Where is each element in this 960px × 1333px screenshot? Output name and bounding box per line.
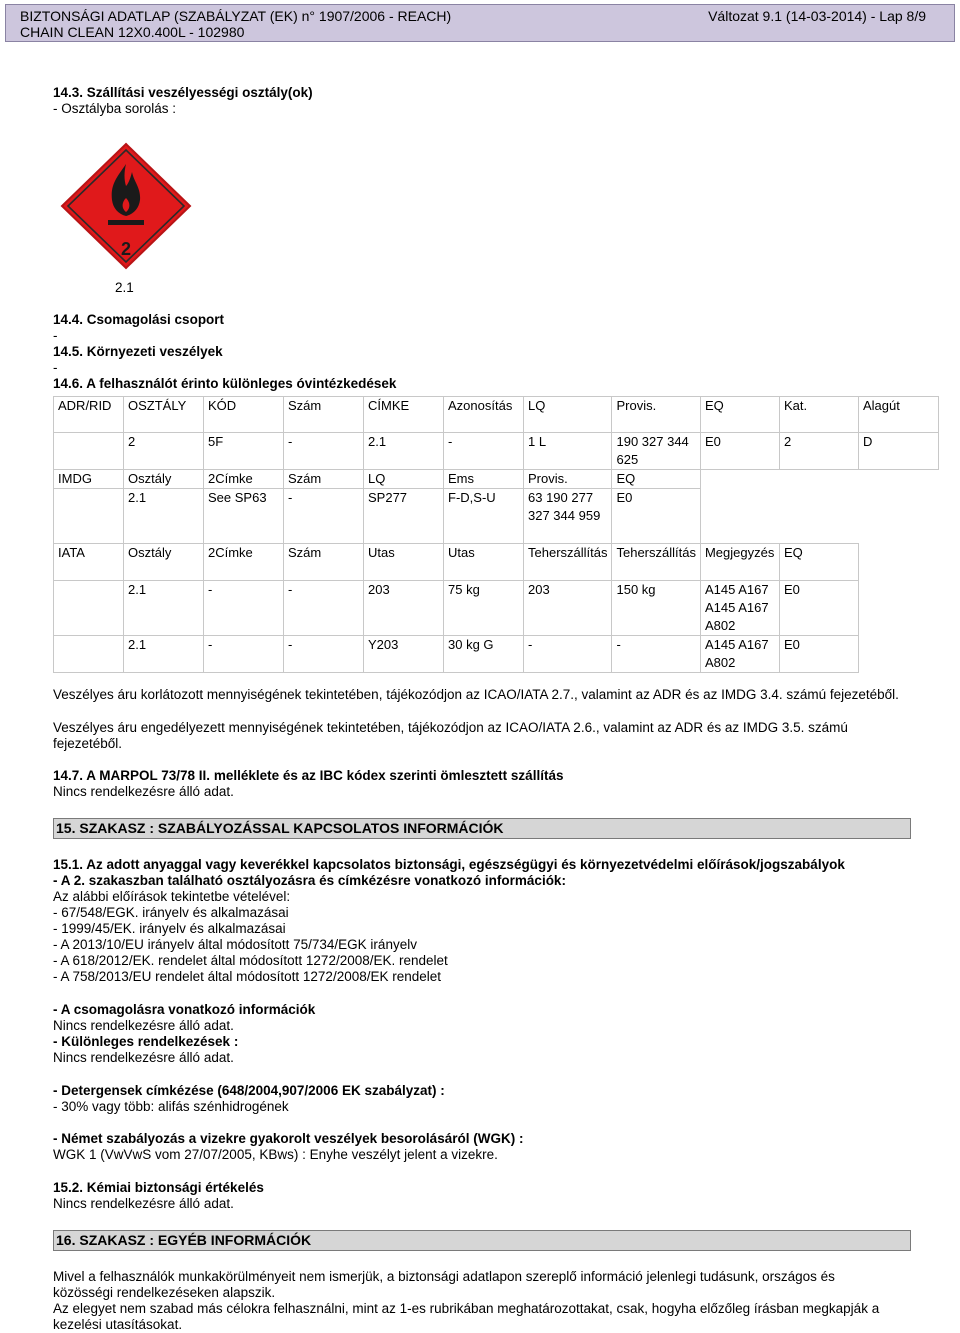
table-cell: IATA	[54, 544, 124, 581]
table-cell: 150 kg	[612, 581, 700, 636]
transport-class-value: 2.1	[115, 280, 134, 295]
table-cell: E0	[612, 489, 700, 544]
table-cell: Teherszállítás	[612, 544, 700, 581]
table-cell: -	[524, 636, 612, 673]
excepted-quantity-note: Veszélyes áru engedélyezett mennyiségének tekintetében, tájékozódjon az ICAO/IATA 2.6., valamint az ADR és az IMDG 3.5. számú fejezetéből.	[53, 720, 848, 751]
table-cell: Osztály	[124, 470, 204, 489]
table-cell: 2Címke	[204, 470, 284, 489]
detergent-labelling-value: - 30% vagy több: alifás szénhidrogének	[53, 1099, 289, 1114]
table-cell: EQ	[779, 544, 858, 581]
table-cell: 5F	[204, 433, 284, 470]
table-cell: Azonosítás	[444, 397, 524, 433]
table-cell: CÍMKE	[364, 397, 444, 433]
section-14-4-title: 14.4. Csomagolási csoport	[53, 312, 225, 327]
table-cell: 63 190 277 327 344 959	[524, 489, 612, 544]
limited-quantity-note: Veszélyes áru korlátozott mennyiségének tekintetében, tájékozódjon az ICAO/IATA 2.7., valamint az ADR és az IMDG 3.4. számú fejezetéből.	[53, 687, 899, 702]
list-item: - A 618/2012/EK. rendelet által módosított 1272/2008/EK. rendelet	[53, 953, 448, 968]
table-cell: OSZTÁLY	[124, 397, 204, 433]
table-cell: Szám	[284, 397, 364, 433]
section-14-5-title: 14.5. Környezeti veszélyek	[53, 344, 223, 359]
table-cell: 190 327 344 625	[612, 433, 700, 470]
document-title: BIZTONSÁGI ADATLAP (SZABÁLYZAT (EK) n° 1907/2006 - REACH)	[20, 8, 452, 24]
version-page: Változat 9.1 (14-03-2014) - Lap 8/9	[708, 8, 926, 24]
table-cell: LQ	[364, 470, 444, 489]
document-header	[5, 4, 955, 42]
table-cell: EQ	[612, 470, 700, 489]
product-name: CHAIN CLEAN 12X0.400L - 102980	[20, 24, 245, 40]
table-cell: EQ	[700, 397, 779, 433]
table-cell: ADR/RID	[54, 397, 124, 433]
table-cell: Teherszállítás	[524, 544, 612, 581]
table-cell	[54, 636, 124, 673]
table-cell: 2	[124, 433, 204, 470]
table-cell: Osztály	[124, 544, 204, 581]
table-cell	[54, 489, 124, 544]
table-cell: Utas	[444, 544, 524, 581]
other-info-paragraph-2: Az elegyet nem szabad más célokra felhasználni, mint az 1-es rubrikában meghatározottakat, csak, hogyha előzőleg írásban megkapják a kezelési utasításokat.	[53, 1301, 880, 1332]
section-15-1-title: 15.1. Az adott anyaggal vagy keverékkel kapcsolatos biztonsági, egészségügyi és környezetvédelmi előírások/jogszabályok	[53, 857, 845, 872]
classification-label: - Osztályba sorolás :	[53, 101, 177, 116]
table-cell: -	[612, 636, 700, 673]
table-cell: 75 kg	[444, 581, 524, 636]
table-cell: -	[204, 581, 284, 636]
list-item: - 1999/45/EK. irányelv és alkalmazásai	[53, 921, 286, 936]
table-cell: 2Címke	[204, 544, 284, 581]
table-row	[54, 397, 939, 433]
placard-class-number: 2	[120, 239, 132, 259]
detergent-labelling-title: - Detergensek címkézése (648/2004,907/2006 EK szabályzat) :	[53, 1083, 445, 1098]
table-cell: Szám	[284, 544, 364, 581]
packaging-info-title: - A csomagolásra vonatkozó információk	[53, 1002, 316, 1017]
section-15-1-subtitle: - A 2. szakaszban található osztályozásra és címkézésre vonatkozó információk:	[53, 873, 566, 888]
section-14-7-title: 14.7. A MARPOL 73/78 II. melléklete és az IBC kódex szerinti ömlesztett szállítás	[53, 768, 564, 783]
table-cell: E0	[779, 636, 858, 673]
table-cell: See SP63	[204, 489, 284, 544]
table-cell: Kat.	[779, 397, 858, 433]
table-cell: Megjegyzés	[700, 544, 779, 581]
table-cell: -	[284, 433, 364, 470]
table-cell: E0	[700, 433, 779, 470]
table-cell: D	[858, 433, 938, 470]
environmental-hazards-value: -	[53, 360, 58, 375]
table-cell: -	[284, 581, 364, 636]
table-cell: Utas	[364, 544, 444, 581]
table-cell: LQ	[524, 397, 612, 433]
table-cell: Szám	[284, 470, 364, 489]
table-row	[54, 581, 939, 636]
table-cell	[54, 433, 124, 470]
regulations-intro: Az alábbi előírások tekintetbe vételével:	[53, 889, 291, 904]
table-cell: 2	[779, 433, 858, 470]
table-cell: E0	[779, 581, 858, 636]
table-cell: -	[444, 433, 524, 470]
table-cell: Provis.	[612, 397, 700, 433]
table-cell: F-D,S-U	[444, 489, 524, 544]
table-cell: SP277	[364, 489, 444, 544]
list-item: - A 2013/10/EU irányelv által módosított 75/734/EGK irányelv	[53, 937, 417, 952]
special-provisions-value: Nincs rendelkezésre álló adat.	[53, 1050, 234, 1065]
other-info-paragraph-1: Mivel a felhasználók munkakörülményeit nem ismerjük, a biztonsági adatlapon szereplő információ jelenlegi tudásunk, országos és közösségi rendelkezéseken alapszik.	[53, 1269, 835, 1300]
table-cell: Ems	[444, 470, 524, 489]
table-row	[54, 470, 939, 489]
table-cell: A145 A167 A802	[700, 636, 779, 673]
transport-table	[53, 396, 939, 673]
flammable-gas-placard-icon	[60, 142, 192, 270]
table-row	[54, 489, 939, 544]
special-provisions-title: - Különleges rendelkezések :	[53, 1034, 239, 1049]
table-cell	[54, 581, 124, 636]
packaging-info-value: Nincs rendelkezésre álló adat.	[53, 1018, 234, 1033]
table-cell: Provis.	[524, 470, 612, 489]
table-cell: -	[284, 489, 364, 544]
table-cell: 2.1	[364, 433, 444, 470]
packing-group-value: -	[53, 328, 58, 343]
section-15-banner: 15. SZAKASZ : SZABÁLYOZÁSSAL KAPCSOLATOS INFORMÁCIÓK	[53, 818, 911, 839]
table-cell: IMDG	[54, 470, 124, 489]
table-row	[54, 544, 939, 581]
wgk-value: WGK 1 (VwVwS vom 27/07/2005, KBws) : Enyhe veszélyt jelent a vizekre.	[53, 1147, 498, 1162]
section-14-3-title: 14.3. Szállítási veszélyességi osztály(ok)	[53, 85, 313, 100]
table-row	[54, 433, 939, 470]
table-cell: 2.1	[124, 636, 204, 673]
wgk-title: - Német szabályozás a vizekre gyakorolt veszélyek besorolásáról (WGK) :	[53, 1131, 524, 1146]
table-cell: 2.1	[124, 581, 204, 636]
list-item: - A 758/2013/EU rendelet által módosított 1272/2008/EK rendelet	[53, 969, 442, 984]
section-14-6-title: 14.6. A felhasználót érinto különleges óvintézkedések	[53, 376, 397, 391]
section-15-2-title: 15.2. Kémiai biztonsági értékelés	[53, 1180, 264, 1195]
marpol-value: Nincs rendelkezésre álló adat.	[53, 784, 234, 799]
table-cell: 203	[524, 581, 612, 636]
table-cell: 2.1	[124, 489, 204, 544]
table-cell: Alagút	[858, 397, 938, 433]
table-cell: -	[204, 636, 284, 673]
table-cell: -	[284, 636, 364, 673]
table-cell: KÓD	[204, 397, 284, 433]
section-15-2-value: Nincs rendelkezésre álló adat.	[53, 1196, 234, 1211]
section-16-banner: 16. SZAKASZ : EGYÉB INFORMÁCIÓK	[53, 1230, 911, 1251]
table-cell: A145 A167 A145 A167 A802	[700, 581, 779, 636]
table-cell: Y203	[364, 636, 444, 673]
table-cell: 1 L	[524, 433, 612, 470]
table-cell: 203	[364, 581, 444, 636]
table-cell: 30 kg G	[444, 636, 524, 673]
list-item: - 67/548/EGK. irányelv és alkalmazásai	[53, 905, 289, 920]
table-row	[54, 636, 939, 673]
